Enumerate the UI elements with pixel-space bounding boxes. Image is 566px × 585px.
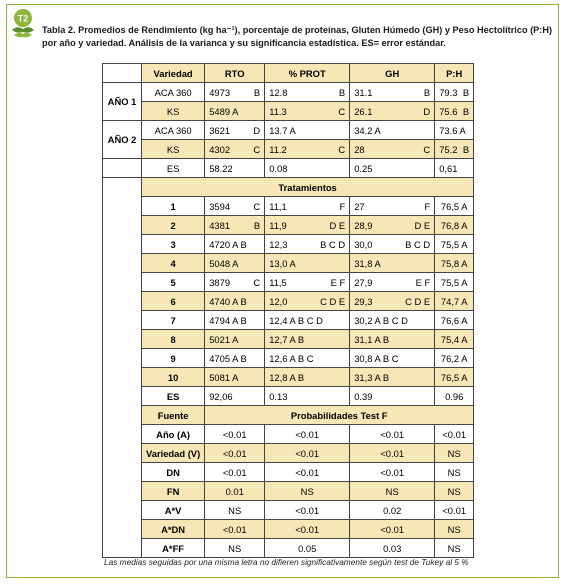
cell-value: 0.39: [354, 390, 373, 402]
fuente-header-row: [103, 406, 474, 425]
table-row: [103, 83, 474, 102]
cell-value: 0,61: [439, 162, 458, 174]
gh-cell: [350, 349, 435, 368]
cell-value: 30,2 A B C D: [354, 314, 408, 326]
probability-cell: NS: [265, 482, 350, 501]
table-row: [103, 102, 474, 121]
ph-cell: 75,4 A: [435, 330, 474, 349]
badge-label: T2: [17, 13, 29, 24]
probability-cell: <0.01: [205, 444, 265, 463]
cell-values: [269, 220, 345, 231]
cell-letters: C: [253, 276, 261, 288]
ph-cell: 75,5 A: [435, 235, 474, 254]
probability-cell: 0.02: [350, 501, 435, 520]
gh-cell: [350, 254, 435, 273]
probability-cell: <0.01: [205, 425, 265, 444]
rto-cell: [205, 102, 265, 121]
treatment-number: 1: [142, 197, 205, 216]
treatment-number: 3: [142, 235, 205, 254]
cell-values: [354, 334, 430, 345]
ph-cell: 76,6 A: [435, 311, 474, 330]
cell-values: [439, 144, 469, 155]
table-caption: Tabla 2. Promedios de Rendimiento (kg ha⁻¹), porcentaje de proteínas, Gluten Húmedo (GH) y Peso Hectolítrico (P:H) por año y variedad. Análisis de la varianca y su significancia estadística. ES= error estándar.: [42, 25, 553, 48]
table-row: [103, 140, 474, 159]
cell-letters: B: [253, 219, 261, 231]
treatment-row: [103, 349, 474, 368]
cell-values: [269, 144, 345, 155]
cell-values: [209, 296, 260, 307]
ph-cell: 75,5 A: [435, 273, 474, 292]
variety-cell: ES: [142, 159, 205, 178]
rto-cell: [205, 368, 265, 387]
probability-cell: <0.01: [350, 520, 435, 539]
gh-cell: [350, 121, 435, 140]
prot-cell: [265, 102, 350, 121]
rto-cell: [205, 387, 265, 406]
cell-value: 73.6 A: [439, 124, 466, 136]
cell-value: 11,9: [269, 219, 287, 231]
cell-value: 12,3: [269, 238, 288, 250]
probability-cell: <0.01: [350, 425, 435, 444]
cell-value: 12,0: [269, 295, 288, 307]
cell-values: [269, 87, 345, 98]
cell-letters: C: [338, 143, 346, 155]
rto-cell: [205, 311, 265, 330]
probability-cell: 0.03: [350, 539, 435, 558]
probability-cell: <0.01: [265, 520, 350, 539]
cell-value: 4794 A B: [209, 314, 247, 326]
cell-letters: B C D: [320, 238, 346, 250]
treatment-number: ES: [142, 387, 205, 406]
probabilidades-label: Probabilidades Test F: [205, 406, 474, 425]
fuente-name: DN: [142, 463, 205, 482]
prot-cell: [265, 197, 350, 216]
cell-letters: D: [423, 105, 431, 117]
probability-cell: <0.01: [350, 463, 435, 482]
gh-cell: [350, 159, 435, 178]
cell-letters: B C D: [405, 238, 431, 250]
cell-value: 3621: [209, 124, 231, 136]
prot-cell: [265, 387, 350, 406]
treatment-number: 5: [142, 273, 205, 292]
cell-values: [269, 106, 345, 117]
cell-value: 0.25: [354, 162, 373, 174]
left-blank: [103, 178, 142, 558]
cell-value: 31.1: [354, 86, 373, 98]
prot-cell: [265, 235, 350, 254]
cell-value: 92,06: [209, 390, 233, 402]
cell-value: 4740 A B: [209, 295, 247, 307]
blank-cell: [103, 159, 142, 178]
column-header: P:H: [435, 64, 474, 83]
probability-cell: <0.01: [435, 501, 474, 520]
cell-value: 34.2 A: [354, 124, 381, 136]
prot-cell: [265, 121, 350, 140]
cell-value: 5021 A: [209, 333, 239, 345]
fuente-name: A*FF: [142, 539, 205, 558]
fuente-name: Variedad (V): [142, 444, 205, 463]
cell-value: 12.8: [269, 86, 288, 98]
cell-value: 13,0 A: [269, 257, 296, 269]
treatment-row: [103, 254, 474, 273]
cell-value: 30,8 A B C: [354, 352, 399, 364]
header-row: [103, 64, 474, 83]
rto-cell: [205, 83, 265, 102]
cell-value: 12,4 A B C D: [269, 314, 323, 326]
cell-values: [209, 220, 260, 231]
cell-letters: E F: [330, 276, 346, 288]
probability-cell: <0.01: [205, 463, 265, 482]
rto-cell: [205, 330, 265, 349]
cell-value: 30,0: [354, 238, 373, 250]
cell-letters: F: [339, 200, 346, 212]
cell-value: 11.3: [269, 105, 287, 117]
cell-value: 0.08: [269, 162, 288, 174]
probability-cell: NS: [350, 482, 435, 501]
fuente-name: FN: [142, 482, 205, 501]
cell-values: [354, 144, 430, 155]
cell-values: [354, 353, 430, 364]
fuente-row: [103, 539, 474, 558]
treatment-row: [103, 387, 474, 406]
rto-cell: [205, 254, 265, 273]
cell-values: [354, 315, 430, 326]
rto-cell: [205, 273, 265, 292]
treatment-number: 6: [142, 292, 205, 311]
ph-cell: [435, 121, 474, 140]
treatment-row: [103, 311, 474, 330]
cell-letters: C: [423, 143, 431, 155]
cell-values: [269, 334, 345, 345]
prot-cell: [265, 273, 350, 292]
cell-letters: B: [462, 105, 470, 117]
cell-values: [209, 144, 260, 155]
column-header: GH: [350, 64, 435, 83]
cell-value: 11,1: [269, 200, 287, 212]
column-header: RTO: [205, 64, 265, 83]
prot-cell: [265, 292, 350, 311]
cell-values: [269, 353, 345, 364]
treatment-number: 8: [142, 330, 205, 349]
cell-values: [354, 277, 430, 288]
cell-value: 4705 A B: [209, 352, 247, 364]
cell-value: 4973: [209, 86, 231, 98]
year-label: AÑO 2: [103, 121, 142, 159]
cell-values: [269, 296, 345, 307]
rto-cell: [205, 140, 265, 159]
ph-cell: 76,8 A: [435, 216, 474, 235]
variety-cell: KS: [142, 102, 205, 121]
cell-value: 12,8 A B: [269, 371, 305, 383]
cell-value: 11,5: [269, 276, 287, 288]
cell-values: [439, 87, 469, 98]
rto-cell: [205, 197, 265, 216]
cell-value: 13.7 A: [269, 124, 296, 136]
cell-value: 4381: [209, 219, 231, 231]
cell-values: [269, 125, 345, 136]
column-header: Variedad: [142, 64, 205, 83]
cell-value: 11.2: [269, 143, 287, 155]
gh-cell: [350, 83, 435, 102]
cell-values: [269, 239, 345, 250]
cell-values: [354, 296, 430, 307]
leaf-badge-icon: [10, 8, 36, 40]
treatment-number: 9: [142, 349, 205, 368]
cell-values: [439, 125, 469, 136]
results-table: [102, 63, 474, 558]
tratamientos-label: Tratamientos: [142, 178, 474, 197]
cell-letters: B: [423, 86, 431, 98]
cell-values: [209, 372, 260, 383]
fuente-name: A*DN: [142, 520, 205, 539]
probability-cell: <0.01: [265, 501, 350, 520]
cell-values: [269, 258, 345, 269]
treatment-row: [103, 216, 474, 235]
cell-values: [354, 125, 430, 136]
probability-cell: NS: [205, 539, 265, 558]
cell-value: 28,9: [354, 219, 373, 231]
cell-value: 5489 A: [209, 105, 239, 117]
cell-value: 26.1: [354, 105, 373, 117]
cell-value: 27,9: [354, 276, 373, 288]
treatment-number: 2: [142, 216, 205, 235]
cell-value: 5081 A: [209, 371, 239, 383]
cell-values: [269, 277, 345, 288]
cell-value: 12,6 A B C: [269, 352, 314, 364]
fuente-row: [103, 444, 474, 463]
cell-letters: C D E: [405, 295, 431, 307]
probability-cell: <0.01: [265, 463, 350, 482]
cell-values: [209, 163, 260, 174]
cell-values: [354, 391, 430, 402]
cell-values: [354, 201, 430, 212]
cell-value: 5048 A: [209, 257, 239, 269]
ph-cell: [435, 159, 474, 178]
rto-cell: [205, 349, 265, 368]
cell-value: 31,8 A: [354, 257, 381, 269]
cell-values: [209, 239, 260, 250]
cell-values: [209, 391, 260, 402]
cell-letters: D E: [329, 219, 346, 231]
cell-letters: D E: [414, 219, 431, 231]
cell-value: 58.22: [209, 162, 233, 174]
fuente-label: Fuente: [142, 406, 205, 425]
treatment-row: [103, 273, 474, 292]
treatment-row: [103, 235, 474, 254]
gh-cell: [350, 197, 435, 216]
cell-values: [269, 315, 345, 326]
gh-cell: [350, 387, 435, 406]
treatment-row: [103, 330, 474, 349]
probability-cell: <0.01: [205, 520, 265, 539]
gh-cell: [350, 140, 435, 159]
cell-value: 3879: [209, 276, 231, 288]
ph-cell: 74,7 A: [435, 292, 474, 311]
fuente-row: [103, 425, 474, 444]
rto-cell: [205, 159, 265, 178]
cell-values: [269, 391, 345, 402]
probability-cell: NS: [435, 520, 474, 539]
rto-cell: [205, 216, 265, 235]
cell-value: 31,1 A B: [354, 333, 390, 345]
cell-values: [209, 87, 260, 98]
cell-letters: C: [253, 143, 261, 155]
prot-cell: [265, 368, 350, 387]
cell-value: 27: [354, 200, 365, 212]
cell-value: 4720 A B: [209, 238, 247, 250]
probability-cell: <0.01: [350, 444, 435, 463]
probability-cell: NS: [435, 463, 474, 482]
cell-values: [439, 106, 469, 117]
cell-values: [269, 201, 345, 212]
probability-cell: <0.01: [265, 444, 350, 463]
cell-values: [209, 334, 260, 345]
fuente-name: A*V: [142, 501, 205, 520]
year-label: AÑO 1: [103, 83, 142, 121]
prot-cell: [265, 159, 350, 178]
cell-values: [209, 277, 260, 288]
fuente-row: [103, 501, 474, 520]
ph-cell: 0.96: [435, 387, 474, 406]
probability-cell: NS: [205, 501, 265, 520]
gh-cell: [350, 102, 435, 121]
cell-values: [269, 163, 345, 174]
gh-cell: [350, 368, 435, 387]
treatment-row: [103, 292, 474, 311]
cell-values: [209, 125, 260, 136]
cell-values: [209, 258, 260, 269]
ph-cell: [435, 140, 474, 159]
cell-values: [354, 258, 430, 269]
cell-value: 3594: [209, 200, 231, 212]
prot-cell: [265, 216, 350, 235]
probability-cell: <0.01: [265, 425, 350, 444]
rto-cell: [205, 235, 265, 254]
cell-value: 31,3 A B: [354, 371, 390, 383]
tratamientos-row: [103, 178, 474, 197]
fuente-row: [103, 482, 474, 501]
cell-values: [209, 315, 260, 326]
probability-cell: NS: [435, 482, 474, 501]
cell-letters: B: [253, 86, 261, 98]
ph-cell: [435, 102, 474, 121]
fuente-row: [103, 463, 474, 482]
treatment-row: [103, 368, 474, 387]
variety-cell: ACA 360: [142, 83, 205, 102]
cell-values: [209, 353, 260, 364]
cell-value: 0.13: [269, 390, 288, 402]
variety-cell: KS: [142, 140, 205, 159]
cell-letters: B: [462, 143, 470, 155]
cell-value: 75.2: [439, 143, 458, 155]
gh-cell: [350, 216, 435, 235]
ph-cell: 76,5 A: [435, 368, 474, 387]
cell-letters: C D E: [320, 295, 346, 307]
cell-value: 28: [354, 143, 365, 155]
prot-cell: [265, 140, 350, 159]
cell-letters: C: [253, 200, 261, 212]
variety-cell: ACA 360: [142, 121, 205, 140]
ph-cell: 76,5 A: [435, 197, 474, 216]
prot-cell: [265, 83, 350, 102]
cell-values: [354, 163, 430, 174]
treatment-number: 7: [142, 311, 205, 330]
prot-cell: [265, 330, 350, 349]
cell-values: [354, 106, 430, 117]
treatment-row: [103, 197, 474, 216]
cell-values: [209, 106, 260, 117]
cell-value: 4302: [209, 143, 231, 155]
cell-value: 75.6: [439, 105, 458, 117]
gh-cell: [350, 311, 435, 330]
cell-letters: B: [338, 86, 346, 98]
cell-letters: C: [338, 105, 346, 117]
fuente-row: [103, 520, 474, 539]
table-row: [103, 121, 474, 140]
probability-cell: NS: [435, 444, 474, 463]
cell-value: 79.3: [439, 86, 458, 98]
ph-cell: [435, 83, 474, 102]
cell-values: [209, 201, 260, 212]
table-row: [103, 159, 474, 178]
treatment-number: 10: [142, 368, 205, 387]
cell-value: 29,3: [354, 295, 373, 307]
footnote: Las medias seguidas por una misma letra no difieren significativamente según test de Tukey al 5 %: [104, 557, 469, 567]
ph-cell: 75,8 A: [435, 254, 474, 273]
gh-cell: [350, 292, 435, 311]
ph-cell: 76,2 A: [435, 349, 474, 368]
prot-cell: [265, 311, 350, 330]
cell-letters: E F: [415, 276, 431, 288]
fuente-name: Año (A): [142, 425, 205, 444]
cell-value: 12,7 A B: [269, 333, 305, 345]
cell-values: [354, 239, 430, 250]
prot-cell: [265, 349, 350, 368]
gh-cell: [350, 235, 435, 254]
rto-cell: [205, 121, 265, 140]
cell-values: [439, 163, 469, 174]
probability-cell: 0.05: [265, 539, 350, 558]
rto-cell: [205, 292, 265, 311]
cell-values: [354, 372, 430, 383]
cell-values: [354, 220, 430, 231]
column-header: % PROT: [265, 64, 350, 83]
cell-values: [269, 372, 345, 383]
gh-cell: [350, 273, 435, 292]
probability-cell: NS: [435, 539, 474, 558]
cell-letters: B: [462, 86, 470, 98]
probability-cell: <0.01: [435, 425, 474, 444]
prot-cell: [265, 254, 350, 273]
probability-cell: 0.01: [205, 482, 265, 501]
gh-cell: [350, 330, 435, 349]
treatment-number: 4: [142, 254, 205, 273]
cell-letters: F: [424, 200, 431, 212]
cell-values: [354, 87, 430, 98]
cell-letters: D: [253, 124, 261, 136]
header-blank: [103, 64, 142, 83]
